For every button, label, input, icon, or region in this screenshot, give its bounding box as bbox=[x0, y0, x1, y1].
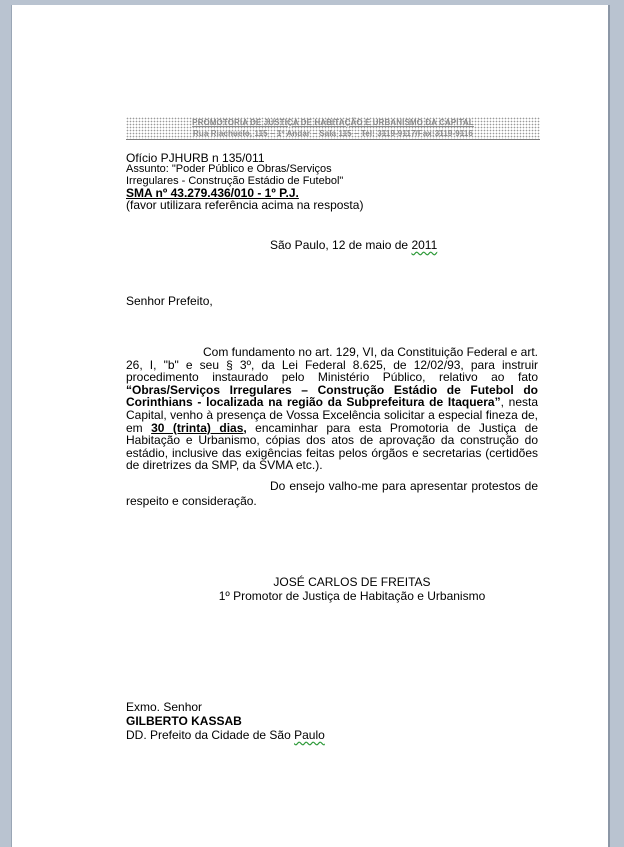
assunto-line-1: Assunto: "Poder Público e Obras/Serviços bbox=[126, 163, 332, 175]
recipient-role bbox=[126, 728, 325, 742]
letterhead-address: Rua Riachuelo, 115 – 1º Andar – Sala 115 – Tel: 3119-9117/Fax:3119-9116 bbox=[193, 129, 473, 138]
oficio-number: Ofício PJHURB n 135/011 bbox=[126, 151, 265, 165]
recipient-name: GILBERTO KASSAB bbox=[126, 714, 242, 728]
body-part-2: , nesta Capital, venho à presença de Vossa Excelência solicitar a especial fineza de, em bbox=[126, 395, 538, 435]
date-year: 2011 bbox=[411, 238, 438, 252]
body-subject: “Obras/Serviços Irregulares – Construção Estádio de Futebol do Corinthians - localizada na região da Subprefeitura de Itaquera” bbox=[126, 382, 538, 410]
recipient-city: Paulo bbox=[294, 728, 325, 742]
closing-paragraph bbox=[126, 479, 538, 508]
recipient-role-text: DD. Prefeito da Cidade de São bbox=[126, 728, 295, 742]
closing-text: Do ensejo valho-me para apresentar protestos de respeito e consideração. bbox=[126, 479, 538, 508]
date-line bbox=[270, 238, 437, 252]
letterhead-title: PROMOTORIA DE JUSTIÇA DE HABITAÇÃO E URBANISMO DA CAPITAL bbox=[192, 118, 474, 127]
signer-name: JOSÉ CARLOS DE FREITAS bbox=[273, 575, 431, 589]
salutation: Senhor Prefeito, bbox=[126, 294, 213, 308]
body-part-1: Com fundamento no art. 129, VI, da Constituição Federal e art. 26, I, "b" e seu § 3º, da Lei Federal 8.625, de 12/02/93, para instruir procedimento instaurado pelo Ministério Público, relativo ao fato bbox=[126, 345, 538, 385]
date-text: São Paulo, 12 de maio de bbox=[270, 238, 412, 252]
recipient-honorific: Exmo. Senhor bbox=[126, 700, 203, 714]
body-deadline: 30 (trinta) dias, bbox=[151, 420, 247, 435]
letterhead bbox=[126, 117, 540, 140]
document-page bbox=[12, 5, 608, 847]
signer-title: 1º Promotor de Justiça de Habitação e Urbanismo bbox=[218, 589, 486, 603]
assunto-line-2: Irregulares - Construção Estádio de Futebol" bbox=[126, 175, 344, 187]
sma-reference: SMA nº 43.279.436/010 - 1º P.J. bbox=[126, 186, 299, 200]
body-paragraph bbox=[126, 346, 538, 472]
body-part-3: encaminhar para esta Promotoria de Justiça de Habitação e Urbanismo, cópias dos atos de aprovação da construção do estádio, inclusive das exigências feitas pelos órgãos e secretarias (certidões de diretrizes da SMP, da SVMA etc.). bbox=[126, 420, 538, 473]
reference-note: (favor utilizara referência acima na resposta) bbox=[126, 198, 364, 212]
